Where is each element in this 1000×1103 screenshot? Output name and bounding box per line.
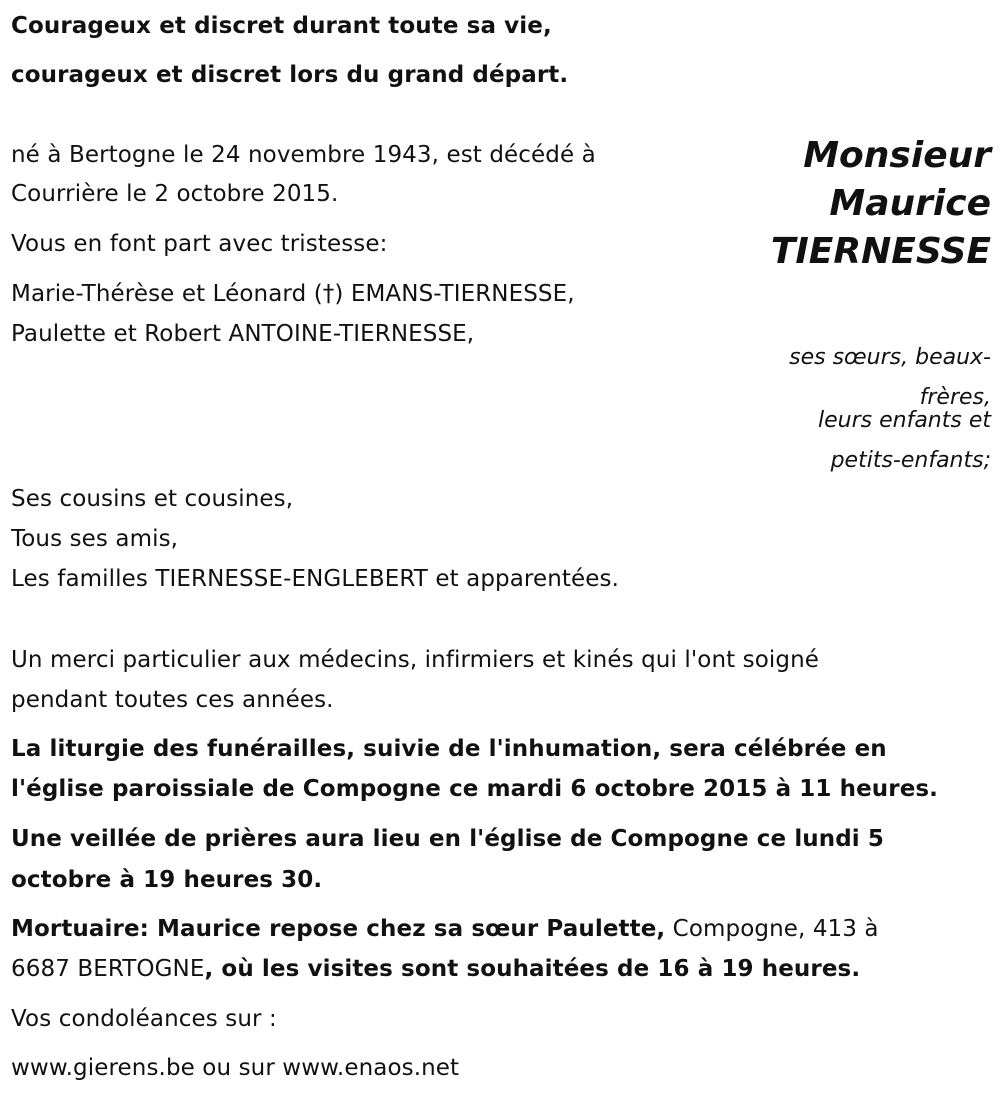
mortuary-line-2	[11, 955, 860, 983]
mortuary-line-1	[11, 915, 879, 943]
mortuary-regular-1: Compogne, 413 à	[665, 916, 879, 942]
condolences-label: Vos condoléances sur :	[11, 1006, 277, 1032]
others-line-3: Les familles TIERNESSE-ENGLEBERT et apparentées.	[11, 566, 620, 592]
thanks-line-1: Un merci particulier aux médecins, infirmiers et kinés qui l'ont soigné	[11, 647, 820, 673]
announcement-text: Vous en font part avec tristesse:	[11, 231, 388, 257]
epigraph-line-1: Courageux et discret durant toute sa vie,	[11, 13, 552, 39]
others-line-2: Tous ses amis,	[11, 526, 179, 552]
relations-line-4: petits-enfants;	[830, 448, 991, 473]
family-line-1: Marie-Thérèse et Léonard (†) EMANS-TIERNESSE,	[11, 281, 575, 307]
liturgy-line-1: La liturgie des funérailles, suivie de l'inhumation, sera célébrée en	[11, 736, 887, 762]
deceased-first-name: Maurice	[829, 183, 991, 224]
others-line-1: Ses cousins et cousines,	[11, 486, 294, 512]
mortuary-regular-2: 6687 BERTOGNE	[11, 956, 205, 982]
birth-death-line-1: né à Bertogne le 24 novembre 1943, est décédé à	[11, 142, 596, 168]
epigraph-line-2: courageux et discret lors du grand départ.	[11, 62, 569, 88]
relations-line-2: frères,	[919, 385, 991, 410]
thanks-line-2: pendant toutes ces années.	[11, 687, 334, 713]
condolences-links: www.gierens.be ou sur www.enaos.net	[11, 1055, 460, 1081]
family-line-2: Paulette et Robert ANTOINE-TIERNESSE,	[11, 321, 475, 347]
mortuary-bold-2: , où les visites sont souhaitées de 16 à 19 heures.	[204, 956, 861, 982]
relations-line-1: ses sœurs, beaux-	[789, 345, 991, 370]
deceased-last-name: TIERNESSE	[770, 231, 991, 272]
vigil-line-1: Une veillée de prières aura lieu en l'église de Compogne ce lundi 5	[11, 826, 885, 852]
birth-death-line-2: Courrière le 2 octobre 2015.	[11, 181, 339, 207]
liturgy-line-2: l'église paroissiale de Compogne ce mardi 6 octobre 2015 à 11 heures.	[11, 776, 939, 802]
deceased-title: Monsieur	[803, 135, 991, 176]
vigil-line-2: octobre à 19 heures 30.	[11, 867, 323, 893]
mortuary-bold-1: Mortuaire: Maurice repose chez sa sœur Paulette,	[11, 916, 666, 942]
relations-line-3: leurs enfants et	[818, 408, 991, 433]
